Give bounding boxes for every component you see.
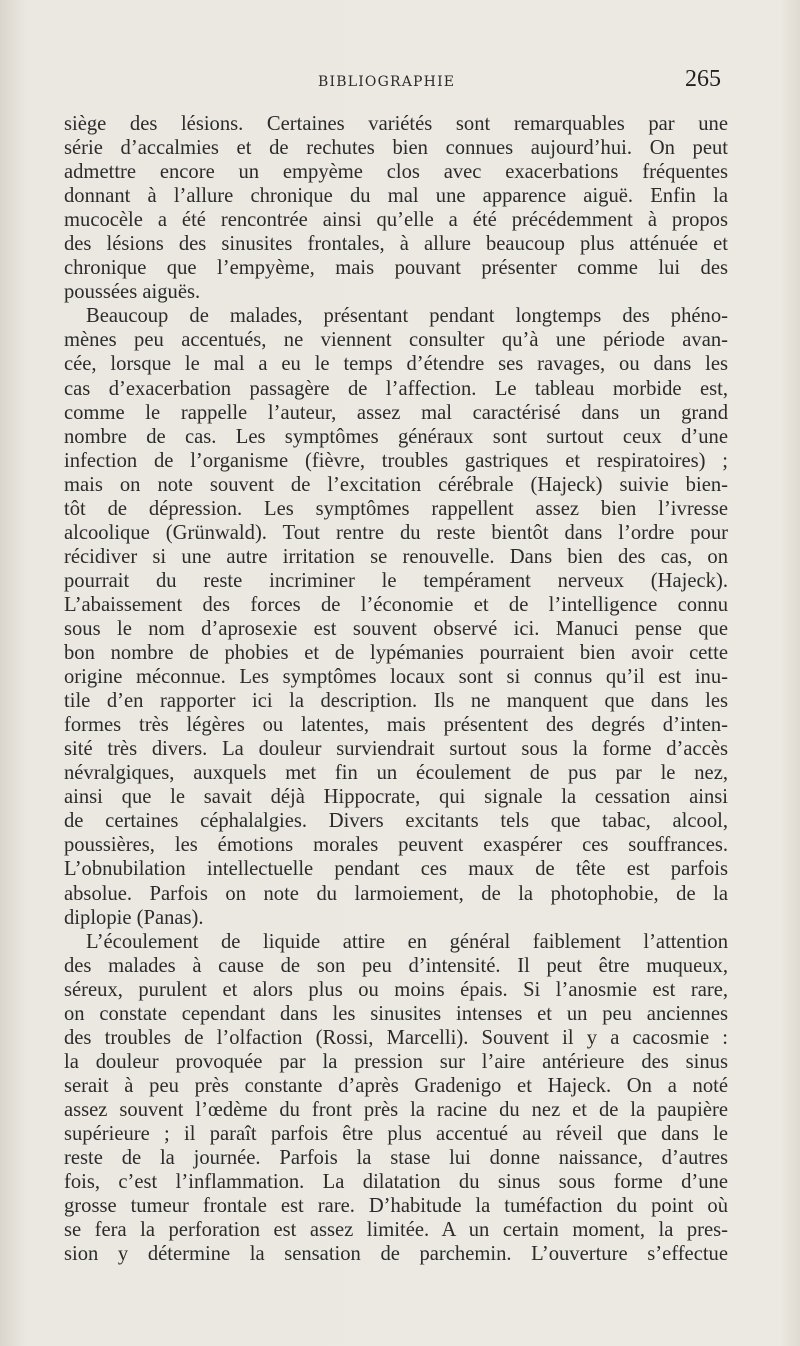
text-line: supérieure ; il paraît parfois être plus accentué au réveil que dans le — [64, 1122, 728, 1145]
text-line: bon nombre de phobies et de lypémanies pourraient bien avoir cette — [64, 642, 728, 665]
text-line: poussées aiguës. — [64, 281, 201, 304]
text-line: cée, lorsque le mal a eu le temps d’étendre ses ravages, ou dans les — [64, 353, 728, 376]
text-line: des troubles de l’olfaction (Rossi, Marcelli). Souvent il y a cacosmie : — [64, 1026, 728, 1049]
text-line: infection de l’organisme (fièvre, troubles gastriques et respiratoires) ; — [64, 449, 728, 472]
text-line: série d’accalmies et de rechutes bien connues aujourd’hui. On peut — [64, 137, 728, 160]
text-line: fois, c’est l’inflammation. La dilatation du sinus sous forme d’une — [64, 1171, 728, 1194]
page-number: 265 — [685, 66, 721, 92]
text-line: mènes peu accentués, ne viennent consulter qu’à une période avan- — [64, 329, 728, 352]
running-title: BIBLIOGRAPHIE — [318, 74, 456, 90]
text-line: névralgiques, auxquels met fin un écoulement de pus par le nez, — [64, 762, 728, 785]
text-line: tile d’en rapporter ici la description. Ils ne manquent que dans les — [64, 690, 728, 713]
text-line: sité très divers. La douleur surviendrait surtout sous la forme d’accès — [64, 738, 728, 761]
text-line: se fera la perforation est assez limitée. A un certain moment, la pres- — [64, 1219, 728, 1242]
text-line: comme le rappelle l’auteur, assez mal caractérisé dans un grand — [64, 401, 728, 424]
text-line: donnant à l’allure chronique du mal une apparence aiguë. Enfin la — [64, 185, 728, 208]
text-line: L’obnubilation intellectuelle pendant ces maux de tête est parfois — [64, 858, 728, 881]
text-line: serait à peu près constante d’après Gradenigo et Hajeck. On a noté — [64, 1074, 728, 1097]
text-line: on constate cependant dans les sinusites intenses et un peu anciennes — [64, 1002, 728, 1025]
text-line: grosse tumeur frontale est rare. D’habitude la tuméfaction du point où — [64, 1195, 728, 1218]
text-line: poussières, les émotions morales peuvent exaspérer ces souffrances. — [64, 834, 728, 857]
body-text — [64, 112, 728, 1266]
text-line: pourrait du reste incriminer le tempérament nerveux (Hajeck). — [64, 569, 728, 592]
text-line: L’écoulement de liquide attire en général faiblement l’attention — [86, 930, 728, 953]
text-line: chronique que l’empyème, mais pouvant présenter comme lui des — [64, 257, 728, 280]
page-header — [0, 66, 800, 102]
text-line: alcoolique (Grünwald). Tout rentre du reste bientôt dans l’ordre pour — [64, 521, 728, 544]
text-line: cas d’exacerbation passagère de l’affection. Le tableau morbide est, — [64, 377, 728, 400]
text-line: absolue. Parfois on note du larmoiement, de la photophobie, de la — [64, 882, 728, 905]
text-line: mais on note souvent de l’excitation cérébrale (Hajeck) suivie bien- — [64, 473, 728, 496]
text-line: Beaucoup de malades, présentant pendant longtemps des phéno- — [86, 305, 728, 328]
text-line: origine méconnue. Les symptômes locaux sont si connus qu’il est inu- — [64, 666, 728, 689]
text-line: des lésions des sinusites frontales, à allure beaucoup plus atténuée et — [64, 233, 728, 256]
text-line: sous le nom d’aprosexie est souvent observé ici. Manuci pense que — [64, 617, 728, 640]
text-line: la douleur provoquée par la pression sur l’aire antérieure des sinus — [64, 1050, 728, 1073]
text-line: reste de la journée. Parfois la stase lui donne naissance, d’autres — [64, 1147, 728, 1170]
text-line: assez souvent l’œdème du front près la racine du nez et de la paupière — [64, 1098, 728, 1121]
text-line: séreux, purulent et alors plus ou moins épais. Si l’anosmie est rare, — [64, 978, 728, 1001]
text-line: admettre encore un empyème clos avec exacerbations fréquentes — [64, 161, 728, 184]
text-line: sion y détermine la sensation de parchemin. L’ouverture s’effectue — [64, 1243, 728, 1266]
text-line: mucocèle a été rencontrée ainsi qu’elle a été précédemment à propos — [64, 209, 728, 232]
text-line: ainsi que le savait déjà Hippocrate, qui signale la cessation ainsi — [64, 786, 728, 809]
text-line: L’abaissement des forces de l’économie et de l’intelligence connu — [64, 593, 728, 616]
text-line: récidiver si une autre irritation se renouvelle. Dans bien des cas, on — [64, 545, 728, 568]
text-line: diplopie (Panas). — [64, 906, 204, 929]
text-line: nombre de cas. Les symptômes généraux sont surtout ceux d’une — [64, 425, 728, 448]
text-line: des malades à cause de son peu d’intensité. Il peut être muqueux, — [64, 954, 728, 977]
text-line: tôt de dépression. Les symptômes rappellent assez bien l’ivresse — [64, 497, 728, 520]
text-line: formes très légères ou latentes, mais présentent des degrés d’inten- — [64, 714, 728, 737]
text-line: de certaines céphalalgies. Divers excitants tels que tabac, alcool, — [64, 810, 728, 833]
text-line: siège des lésions. Certaines variétés sont remarquables par une — [64, 113, 728, 135]
